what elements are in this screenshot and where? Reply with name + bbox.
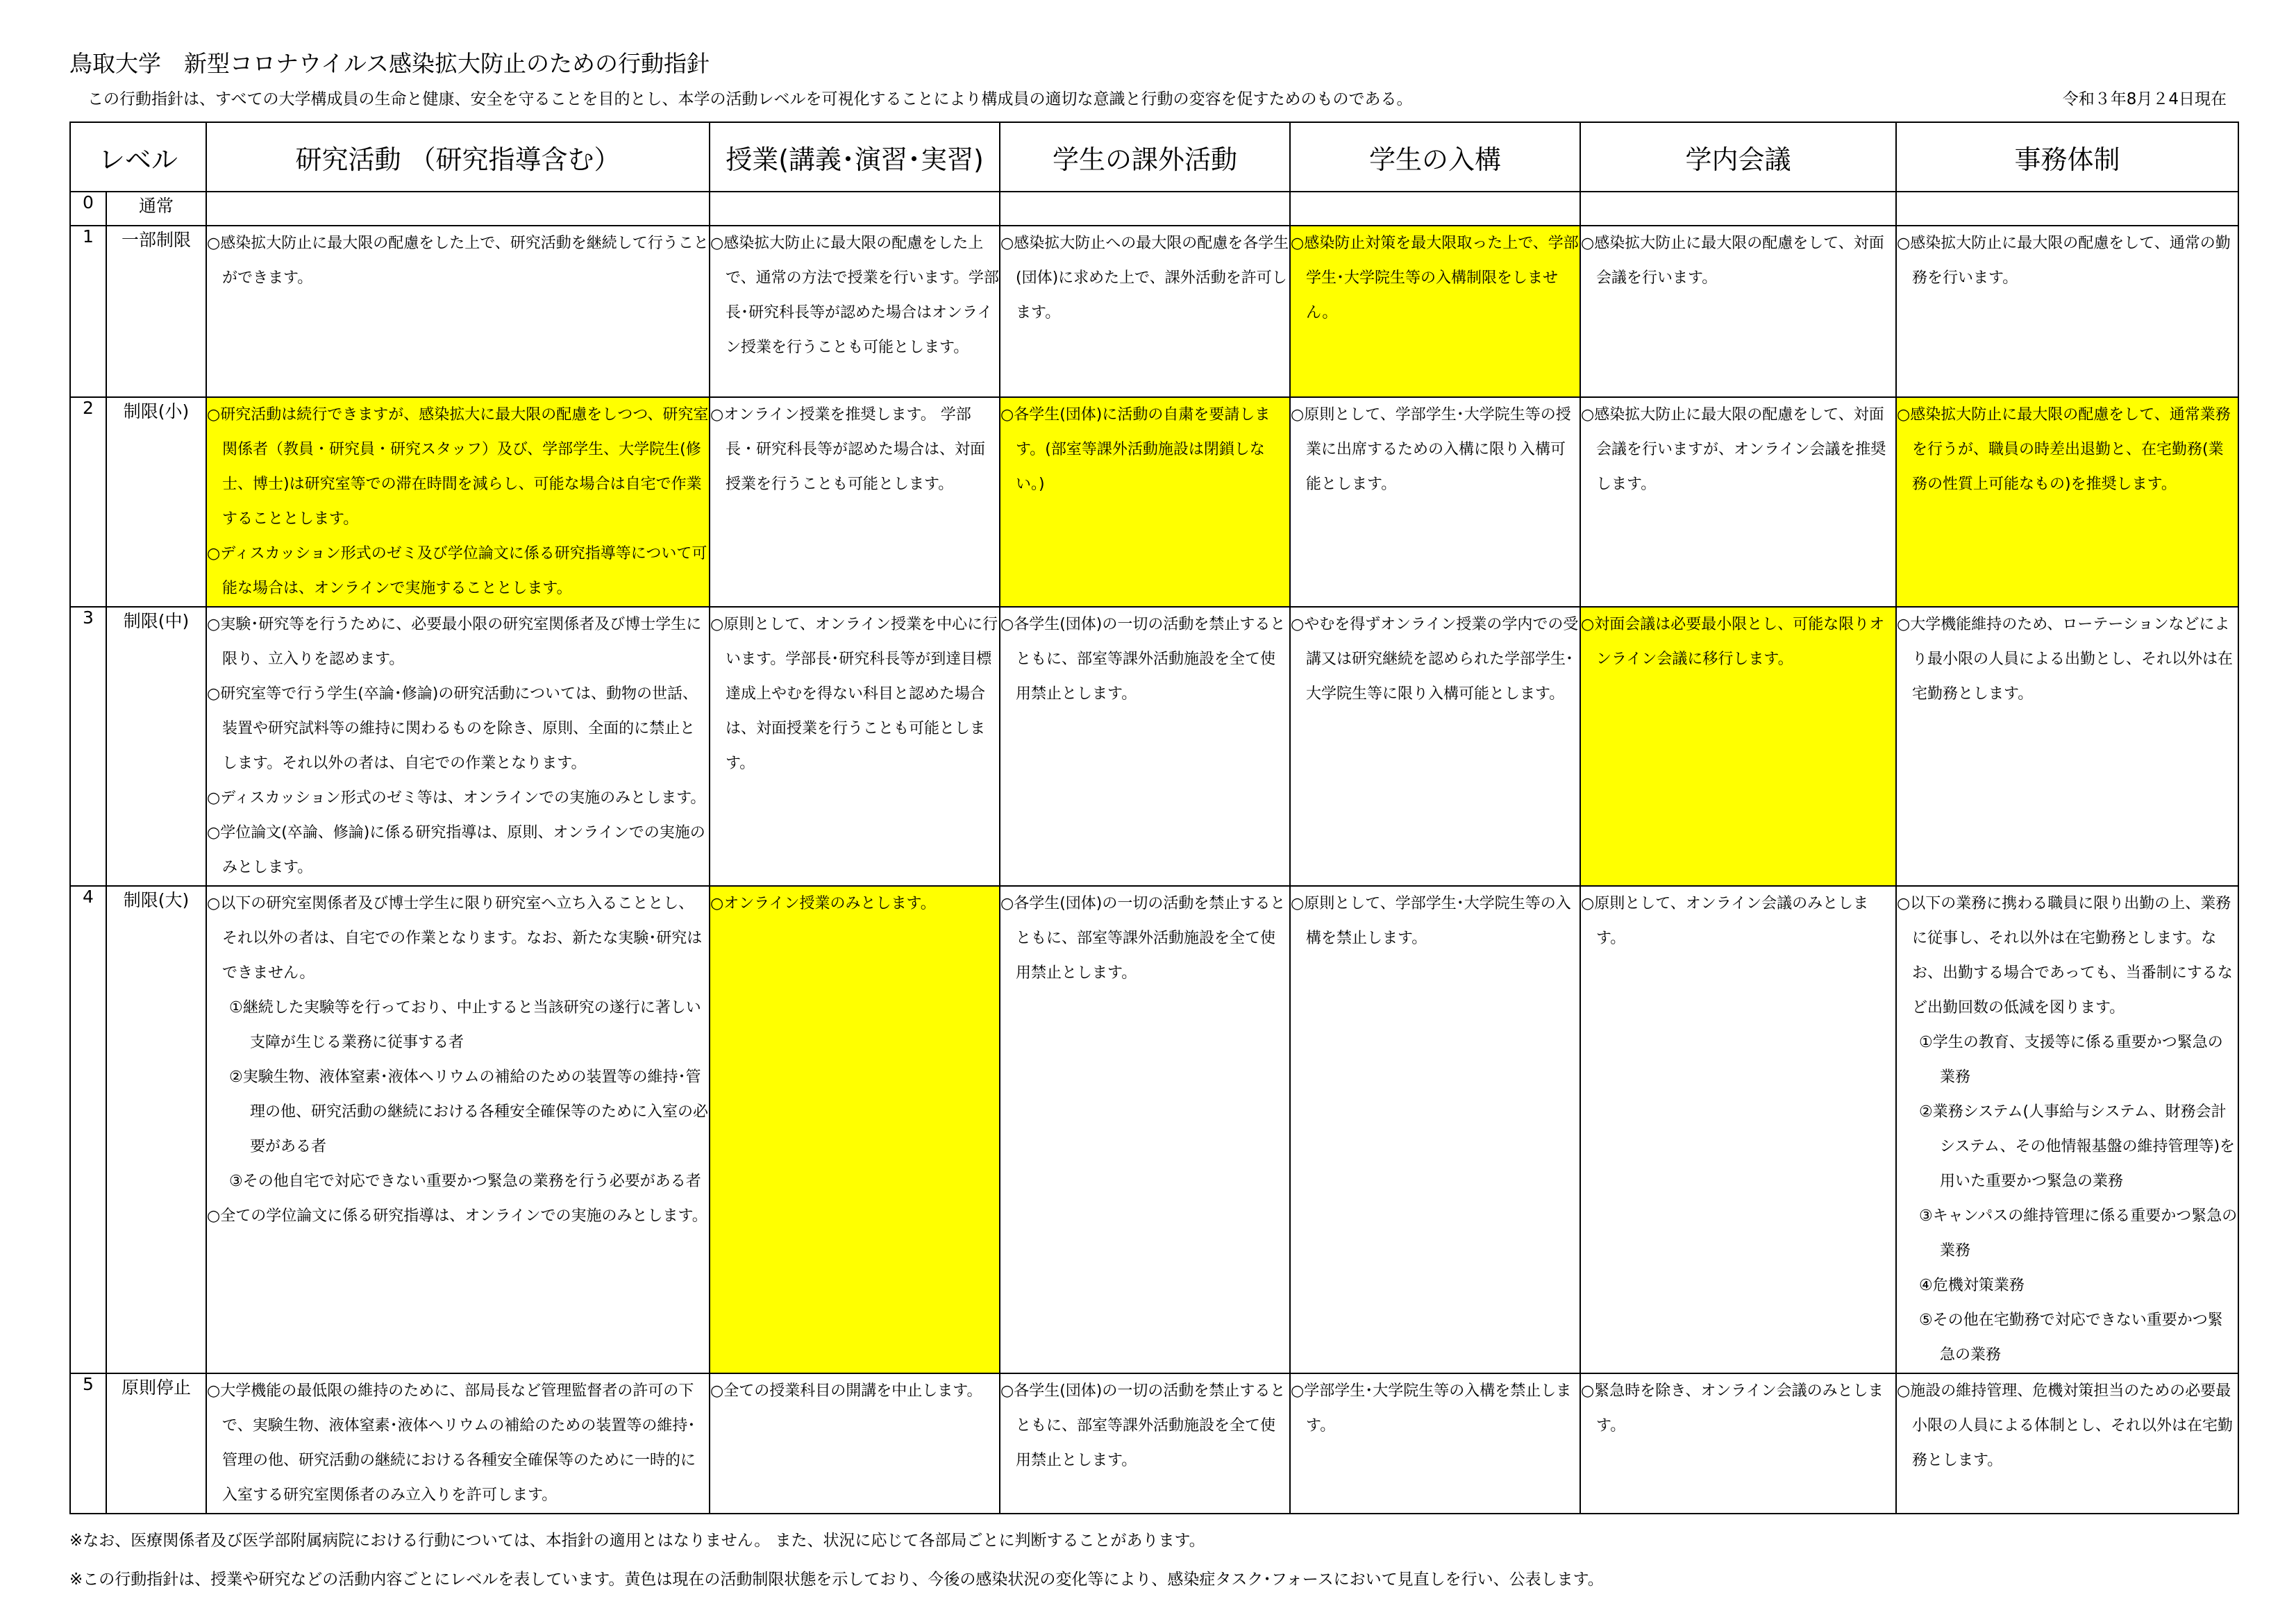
cell-office: [1896, 886, 2238, 1373]
footnote-1: ※なお、医療関係者及び医学部附属病院における行動については、本指針の適用とはなりません。 また、状況に応じて各部局ごとに判断することがあります。: [69, 1532, 1205, 1550]
cell-extracurricular: [1000, 192, 1290, 226]
cell-text: ○学位論文(卒論、修論)に係る研究指導は、原則、オンラインでの実施のみとします。: [207, 824, 705, 876]
cell-classes: [710, 1373, 1000, 1514]
cell-entry: [1290, 607, 1580, 886]
cell-meetings: [1580, 886, 1896, 1373]
level-number: 2: [70, 397, 106, 607]
cell-entry: [1290, 886, 1580, 1373]
cell-meetings: [1580, 1373, 1896, 1514]
level-name: 制限(大): [106, 886, 206, 1373]
cell-text: ○大学機能維持のため、ローテーションなどにより最小限の人員による出勤とし、それ以外は在宅勤務とします。: [1897, 616, 2234, 703]
level-row-0: [70, 192, 2238, 226]
level-number: 5: [70, 1373, 106, 1514]
cell-text: ○感染拡大防止に最大限の配慮をした上で、研究活動を継続して行うことができます。: [207, 235, 709, 287]
intro-text: この行動指針は、すべての大学構成員の生命と健康、安全を守ることを目的とし、本学の活動レベルを可視化することにより構成員の適切な意識と行動の変容を促すためのものである。: [87, 90, 1413, 108]
cell-text: ○以下の業務に携わる職員に限り出勤の上、業務に従事し、それ以外は在宅勤務とします。なお、出勤する場合であっても、当番制にするなど出勤回数の低減を図ります。: [1897, 895, 2233, 1016]
level-row-4: [70, 886, 2238, 1373]
level-number: 3: [70, 607, 106, 886]
cell-subitem: ①学生の教育、支援等に係る重要かつ緊急の業務: [1919, 1034, 2223, 1086]
cell-text: ○各学生(団体)の一切の活動を禁止するとともに、部室等課外活動施設を全て使用禁止とします。: [1000, 895, 1286, 982]
page-title: 鳥取大学 新型コロナウイルス感染拡大防止のための行動指針: [69, 50, 710, 77]
cell-text: ○対面会議は必要最小限とし、可能な限りオンライン会議に移行します。: [1581, 616, 1885, 668]
cell-subitem: ⑤その他在宅勤務で対応できない重要かつ緊急の業務: [1919, 1312, 2223, 1364]
footnote-2: ※この行動指針は、授業や研究などの活動内容ごとにレベルを表しています。黄色は現在の活動制限状態を示しており、今後の感染状況の変化等により、感染症タスク･フォースにおいて見直しを行い、公表します。: [69, 1571, 1604, 1589]
cell-text: ○原則として、オンライン会議のみとします。: [1581, 895, 1869, 947]
cell-meetings: [1580, 226, 1896, 397]
level-name: 一部制限: [106, 226, 206, 397]
header-row: [70, 122, 2238, 192]
level-row-1: [70, 226, 2238, 397]
header-classes: 授業(講義･演習･実習): [710, 122, 1000, 192]
cell-subitem: ③その他自宅で対応できない重要かつ緊急の業務を行う必要がある者: [229, 1173, 701, 1190]
cell-text: ○感染拡大防止に最大限の配慮をして、対面会議を行います。: [1581, 235, 1884, 287]
cell-text: ○やむを得ずオンライン授業の学内での受講又は研究継続を認められた学部学生･大学院生等に限り入構可能とします。: [1291, 616, 1579, 703]
cell-classes: [710, 192, 1000, 226]
level-name: 原則停止: [106, 1373, 206, 1514]
level-row-2: [70, 397, 2238, 607]
cell-extracurricular: [1000, 1373, 1290, 1514]
cell-text: ○施設の維持管理、危機対策担当のための必要最小限の人員による体制とし、それ以外は在宅勤務とします。: [1897, 1382, 2234, 1469]
cell-text: ○全ての学位論文に係る研究指導は、オンラインでの実施のみとします。: [207, 1207, 707, 1225]
cell-text: ○感染拡大防止に最大限の配慮をして、通常の勤務を行います。: [1897, 235, 2231, 287]
cell-text: ○実験･研究等を行うために、必要最小限の研究室関係者及び博士学生に限り、立入りを認めます。: [207, 616, 702, 668]
cell-subitem: ③キャンパスの維持管理に係る重要かつ緊急の業務: [1919, 1207, 2238, 1259]
cell-text: ○緊急時を除き、オンライン会議のみとします。: [1581, 1382, 1884, 1434]
cell-text: ○感染防止対策を最大限取った上で、学部学生･大学院生等の入構制限をしません。: [1291, 235, 1579, 321]
cell-text: ○大学機能の最低限の維持のために、部局長など管理監督者の許可の下で、実験生物、液体窒素･液体ヘリウムの補給のための装置等の維持･管理の他、研究活動の継続における各種安全確保等のために一時的に入室する研究室関係者のみ立入りを許可します。: [207, 1382, 696, 1504]
cell-extracurricular: [1000, 886, 1290, 1373]
cell-text: ○原則として、学部学生･大学院生等の授業に出席するための入構に限り入構可能とします。: [1291, 406, 1571, 493]
level-row-3: [70, 607, 2238, 886]
cell-text: ○学部学生･大学院生等の入構を禁止します。: [1291, 1382, 1572, 1434]
header-extracurricular: 学生の課外活動: [1000, 122, 1290, 192]
cell-text: ○原則として、オンライン授業を中心に行います。学部長･研究科長等が到達目標達成上やむを得ない科目と認めた場合は、対面授業を行うことも可能とします。: [710, 616, 998, 772]
header-research: 研究活動 （研究指導含む）: [206, 122, 710, 192]
cell-entry: [1290, 192, 1580, 226]
level-number: 4: [70, 886, 106, 1373]
cell-office: [1896, 1373, 2238, 1514]
cell-office: [1896, 192, 2238, 226]
cell-office: [1896, 397, 2238, 607]
cell-entry: [1290, 1373, 1580, 1514]
cell-text: ○全ての授業科目の開講を中止します。: [710, 1382, 982, 1400]
cell-subitem: ②業務システム(人事給与システム、財務会計システム、その他情報基盤の維持管理等)を用いた重要かつ緊急の業務: [1919, 1103, 2236, 1190]
cell-text: ○原則として、学部学生･大学院生等の入構を禁止します。: [1291, 895, 1571, 947]
cell-research: [206, 607, 710, 886]
cell-extracurricular: [1000, 607, 1290, 886]
cell-entry: [1290, 226, 1580, 397]
cell-meetings: [1580, 192, 1896, 226]
cell-subitem: ②実験生物、液体窒素･液体ヘリウムの補給のための装置等の維持･管理の他、研究活動の継続における各種安全確保等のために入室の必要がある者: [229, 1069, 709, 1155]
guideline-table: [69, 122, 2239, 1514]
cell-text: ○感染拡大防止に最大限の配慮をして、対面会議を行いますが、オンライン会議を推奨します。: [1581, 406, 1886, 493]
cell-research: [206, 192, 710, 226]
header-level: レベル: [70, 122, 206, 192]
cell-entry: [1290, 397, 1580, 607]
cell-text: ○ディスカッション形式のゼミ及び学位論文に係る研究指導等について可能な場合は、オンラインで実施することとします。: [207, 545, 707, 597]
header-meetings: 学内会議: [1580, 122, 1896, 192]
level-name: 制限(中): [106, 607, 206, 886]
cell-extracurricular: [1000, 397, 1290, 607]
cell-text: ○ディスカッション形式のゼミ等は、オンラインでの実施のみとします。: [207, 789, 706, 807]
cell-research: [206, 226, 710, 397]
level-number: 1: [70, 226, 106, 397]
cell-subitem: ①継続した実験等を行っており、中止すると当該研究の遂行に著しい支障が生じる業務に従事する者: [229, 999, 701, 1051]
cell-text: ○研究活動は続行できますが、感染拡大に最大限の配慮をしつつ、研究室関係者（教員・研究員・研究スタッフ）及び、学部学生、大学院生(修士、博士)は研究室等での滞在時間を減らし、可能な場合は自宅で作業することとします。: [207, 406, 709, 528]
header-entry: 学生の入構: [1290, 122, 1580, 192]
cell-meetings: [1580, 607, 1896, 886]
cell-office: [1896, 226, 2238, 397]
cell-text: ○感染拡大防止に最大限の配慮をして、通常業務を行うが、職員の時差出退勤と、在宅勤務(業務の性質上可能なもの)を推奨します。: [1897, 406, 2231, 493]
cell-classes: [710, 397, 1000, 607]
cell-research: [206, 1373, 710, 1514]
cell-research: [206, 886, 710, 1373]
cell-text: ○感染拡大防止への最大限の配慮を各学生(団体)に求めた上で、課外活動を許可します。: [1000, 235, 1289, 321]
cell-office: [1896, 607, 2238, 886]
cell-research: [206, 397, 710, 607]
cell-text: ○研究室等で行う学生(卒論･修論)の研究活動については、動物の世話、装置や研究試料等の維持に関わるものを除き、原則、全面的に禁止とします。それ以外の者は、自宅での作業となります。: [207, 685, 698, 772]
cell-classes: [710, 607, 1000, 886]
cell-classes: [710, 226, 1000, 397]
level-name: 制限(小): [106, 397, 206, 607]
cell-subitem: ④危機対策業務: [1919, 1277, 2025, 1294]
cell-text: ○以下の研究室関係者及び博士学生に限り研究室へ立ち入ることとし、それ以外の者は、自宅での作業となります。なお、新たな実験･研究はできません。: [207, 895, 703, 982]
cell-text: ○オンライン授業のみとします。: [710, 895, 936, 912]
level-number: 0: [70, 192, 106, 226]
level-name: 通常: [106, 192, 206, 226]
cell-text: ○各学生(団体)の一切の活動を禁止するとともに、部室等課外活動施設を全て使用禁止とします。: [1000, 616, 1286, 703]
cell-text: ○各学生(団体)に活動の自粛を要請します。(部室等課外活動施設は閉鎖しない。): [1000, 406, 1271, 493]
date-label: 令和３年8月２4日現在: [2062, 90, 2227, 108]
level-row-5: [70, 1373, 2238, 1514]
cell-text: ○各学生(団体)の一切の活動を禁止するとともに、部室等課外活動施設を全て使用禁止とします。: [1000, 1382, 1286, 1469]
header-office: 事務体制: [1896, 122, 2238, 192]
cell-classes: [710, 886, 1000, 1373]
cell-extracurricular: [1000, 226, 1290, 397]
cell-text: ○感染拡大防止に最大限の配慮をした上で、通常の方法で授業を行います。学部長･研究科長等が認めた場合はオンライン授業を行うことも可能とします。: [710, 235, 999, 356]
cell-text: ○オンライン授業を推奨します。 学部長・研究科長等が認めた場合は、対面授業を行うことも可能とします。: [710, 406, 986, 493]
cell-meetings: [1580, 397, 1896, 607]
